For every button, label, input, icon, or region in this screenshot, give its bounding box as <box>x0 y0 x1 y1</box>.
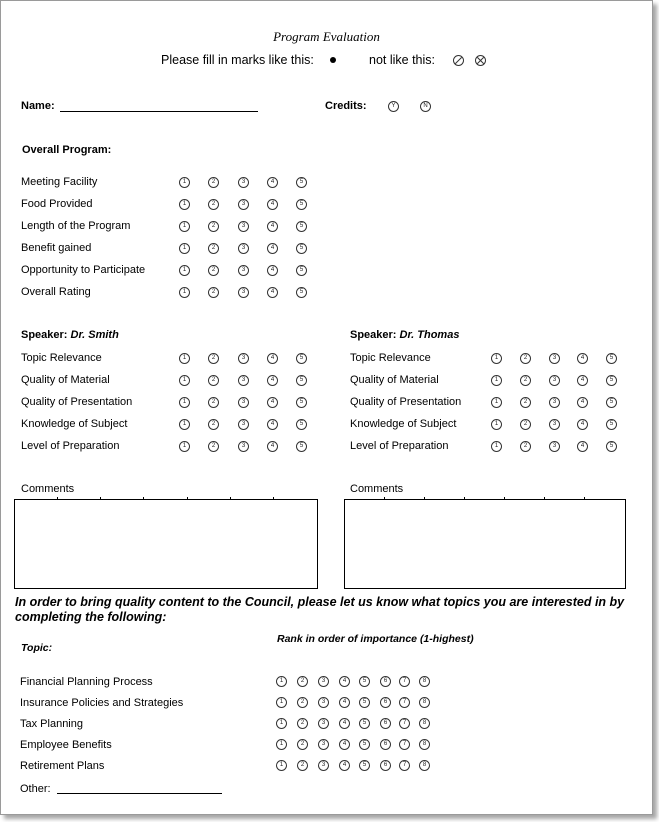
rank-option-2[interactable]: 2 <box>297 718 308 729</box>
rating-option-3[interactable]: 3 <box>238 441 249 452</box>
rating-option-3[interactable]: 3 <box>549 397 560 408</box>
comments-label: Comments <box>21 483 75 495</box>
rating-option-5[interactable]: 5 <box>296 221 307 232</box>
rating-option-5[interactable]: 5 <box>606 419 617 430</box>
speaker-item-label: Knowledge of Subject <box>21 418 128 430</box>
interest-text: In order to bring quality content to the Council, please let us know what topics you are interested in by completing the following: <box>15 595 625 624</box>
rating-option-1[interactable]: 1 <box>179 441 190 452</box>
rank-option-5[interactable]: 5 <box>359 697 370 708</box>
rating-option-3[interactable]: 3 <box>238 199 249 210</box>
comments-ruler-tick <box>504 497 505 500</box>
rank-label: Rank in order of importance (1-highest) <box>277 633 474 645</box>
rating-option-3[interactable]: 3 <box>238 397 249 408</box>
topic-item-label: Tax Planning <box>20 718 83 730</box>
speaker-item-label: Level of Preparation <box>21 440 120 452</box>
rating-option-3[interactable]: 3 <box>238 243 249 254</box>
credit-option-y[interactable]: Y <box>388 101 399 112</box>
topic-item-label: Financial Planning Process <box>20 676 153 688</box>
rating-option-2[interactable]: 2 <box>520 441 531 452</box>
rating-option-3[interactable]: 3 <box>549 353 560 364</box>
rank-option-1[interactable]: 1 <box>276 739 287 750</box>
rating-option-4[interactable]: 4 <box>267 199 278 210</box>
rating-option-5[interactable]: 5 <box>296 177 307 188</box>
comments-ruler-tick <box>230 497 231 500</box>
rating-option-4[interactable]: 4 <box>577 441 588 452</box>
form-title: Program Evaluation <box>273 29 380 44</box>
rating-option-3[interactable]: 3 <box>549 441 560 452</box>
rating-option-1[interactable]: 1 <box>491 375 502 386</box>
rating-option-2[interactable]: 2 <box>208 419 219 430</box>
overall-item-label: Benefit gained <box>21 242 92 254</box>
rating-option-2[interactable]: 2 <box>520 375 531 386</box>
rank-option-6[interactable]: 6 <box>380 739 391 750</box>
comments-ruler-tick <box>384 497 385 500</box>
rank-option-8[interactable]: 8 <box>419 718 430 729</box>
rating-option-2[interactable]: 2 <box>208 353 219 364</box>
comments-ruler-tick <box>100 497 101 500</box>
rank-option-4[interactable]: 4 <box>339 760 350 771</box>
speaker-heading: Speaker: Dr. Thomas <box>350 329 460 341</box>
rank-option-7[interactable]: 7 <box>399 718 410 729</box>
rating-option-5[interactable]: 5 <box>296 375 307 386</box>
comments-box[interactable] <box>344 499 626 589</box>
other-label: Other: <box>20 783 51 795</box>
rating-option-5[interactable]: 5 <box>606 353 617 364</box>
topic-item-label: Retirement Plans <box>20 760 105 772</box>
rating-option-2[interactable]: 2 <box>520 419 531 430</box>
rating-option-4[interactable]: 4 <box>267 419 278 430</box>
speaker-item-label: Level of Preparation <box>350 440 449 452</box>
rating-option-4[interactable]: 4 <box>267 441 278 452</box>
rating-option-3[interactable]: 3 <box>238 375 249 386</box>
rank-option-4[interactable]: 4 <box>339 739 350 750</box>
rank-option-1[interactable]: 1 <box>276 697 287 708</box>
rating-option-2[interactable]: 2 <box>520 397 531 408</box>
rating-option-1[interactable]: 1 <box>491 441 502 452</box>
overall-item-label: Meeting Facility <box>21 176 98 188</box>
rating-option-4[interactable]: 4 <box>577 375 588 386</box>
filled-mark-example-icon <box>330 57 336 63</box>
rating-option-5[interactable]: 5 <box>296 353 307 364</box>
rating-option-4[interactable]: 4 <box>267 243 278 254</box>
rank-option-2[interactable]: 2 <box>297 676 308 687</box>
rating-option-1[interactable]: 1 <box>179 243 190 254</box>
rating-option-5[interactable]: 5 <box>606 375 617 386</box>
rank-option-5[interactable]: 5 <box>359 718 370 729</box>
rank-option-1[interactable]: 1 <box>276 718 287 729</box>
comments-ruler-tick <box>424 497 425 500</box>
rating-option-2[interactable]: 2 <box>208 265 219 276</box>
rank-option-6[interactable]: 6 <box>380 718 391 729</box>
overall-item-label: Overall Rating <box>21 286 91 298</box>
rating-option-3[interactable]: 3 <box>238 419 249 430</box>
rating-option-4[interactable]: 4 <box>267 177 278 188</box>
credit-option-n[interactable]: N <box>420 101 431 112</box>
rank-option-8[interactable]: 8 <box>419 760 430 771</box>
rating-option-5[interactable]: 5 <box>296 243 307 254</box>
speaker-name: Dr. Smith <box>70 329 119 341</box>
rating-option-3[interactable]: 3 <box>238 265 249 276</box>
rank-option-8[interactable]: 8 <box>419 676 430 687</box>
rating-option-1[interactable]: 1 <box>179 221 190 232</box>
rating-option-4[interactable]: 4 <box>267 375 278 386</box>
rating-option-4[interactable]: 4 <box>267 397 278 408</box>
rating-option-4[interactable]: 4 <box>577 397 588 408</box>
fill-instruction: Please fill in marks like this: <box>161 53 314 67</box>
rating-option-2[interactable]: 2 <box>208 221 219 232</box>
rating-option-1[interactable]: 1 <box>179 375 190 386</box>
rating-option-3[interactable]: 3 <box>238 177 249 188</box>
topic-item-label: Insurance Policies and Strategies <box>20 697 184 709</box>
comments-label: Comments <box>350 483 404 495</box>
rank-option-7[interactable]: 7 <box>399 676 410 687</box>
topic-item-label: Employee Benefits <box>20 739 112 751</box>
comments-ruler-tick <box>464 497 465 500</box>
name-field[interactable] <box>60 111 258 112</box>
comments-box[interactable] <box>14 499 318 589</box>
rating-option-5[interactable]: 5 <box>296 441 307 452</box>
rating-option-5[interactable]: 5 <box>606 397 617 408</box>
rating-option-2[interactable]: 2 <box>208 287 219 298</box>
rating-option-3[interactable]: 3 <box>238 353 249 364</box>
speaker-item-label: Quality of Presentation <box>21 396 133 408</box>
rating-option-1[interactable]: 1 <box>179 419 190 430</box>
overall-item-label: Food Provided <box>21 198 93 210</box>
comments-ruler-tick <box>143 497 144 500</box>
rank-option-4[interactable]: 4 <box>339 718 350 729</box>
rating-option-2[interactable]: 2 <box>208 397 219 408</box>
rank-option-3[interactable]: 3 <box>318 676 329 687</box>
rating-option-3[interactable]: 3 <box>549 419 560 430</box>
rank-option-3[interactable]: 3 <box>318 760 329 771</box>
rating-option-4[interactable]: 4 <box>267 265 278 276</box>
other-field[interactable] <box>57 793 222 794</box>
rank-option-2[interactable]: 2 <box>297 760 308 771</box>
rating-option-5[interactable]: 5 <box>296 397 307 408</box>
speaker-item-label: Knowledge of Subject <box>350 418 457 430</box>
rank-option-1[interactable]: 1 <box>276 760 287 771</box>
rank-option-7[interactable]: 7 <box>399 760 410 771</box>
rank-option-6[interactable]: 6 <box>380 697 391 708</box>
comments-ruler-tick <box>544 497 545 500</box>
rating-option-1[interactable]: 1 <box>179 353 190 364</box>
rating-option-2[interactable]: 2 <box>208 375 219 386</box>
rating-option-1[interactable]: 1 <box>491 397 502 408</box>
rank-option-5[interactable]: 5 <box>359 676 370 687</box>
rating-option-1[interactable]: 1 <box>179 199 190 210</box>
rank-option-3[interactable]: 3 <box>318 718 329 729</box>
rank-option-2[interactable]: 2 <box>297 697 308 708</box>
speaker-item-label: Quality of Presentation <box>350 396 462 408</box>
rank-option-1[interactable]: 1 <box>276 676 287 687</box>
comments-ruler-tick <box>187 497 188 500</box>
rating-option-2[interactable]: 2 <box>208 199 219 210</box>
rating-option-2[interactable]: 2 <box>208 441 219 452</box>
speaker-item-label: Topic Relevance <box>21 352 102 364</box>
speaker-item-label: Topic Relevance <box>350 352 431 364</box>
rating-option-4[interactable]: 4 <box>577 353 588 364</box>
crossed-mark-example-icon <box>475 55 486 66</box>
credits-label: Credits: <box>325 100 367 112</box>
rank-option-8[interactable]: 8 <box>419 697 430 708</box>
topic-label: Topic: <box>21 642 53 654</box>
speaker-name: Dr. Thomas <box>399 329 460 341</box>
overall-program-heading: Overall Program: <box>22 144 112 156</box>
rating-option-5[interactable]: 5 <box>606 441 617 452</box>
speaker-item-label: Quality of Material <box>21 374 110 386</box>
comments-ruler-tick <box>273 497 274 500</box>
rating-option-2[interactable]: 2 <box>208 177 219 188</box>
not-like-instruction: not like this: <box>369 53 436 67</box>
rating-option-2[interactable]: 2 <box>208 243 219 254</box>
slashed-mark-example-icon <box>453 55 464 66</box>
rating-option-1[interactable]: 1 <box>491 419 502 430</box>
rank-option-6[interactable]: 6 <box>380 760 391 771</box>
speaker-heading: Speaker: Dr. Smith <box>21 329 119 341</box>
speaker-item-label: Quality of Material <box>350 374 439 386</box>
rank-option-2[interactable]: 2 <box>297 739 308 750</box>
rank-option-7[interactable]: 7 <box>399 739 410 750</box>
rank-option-3[interactable]: 3 <box>318 697 329 708</box>
overall-item-label: Length of the Program <box>21 220 131 232</box>
rank-option-5[interactable]: 5 <box>359 739 370 750</box>
rating-option-4[interactable]: 4 <box>267 221 278 232</box>
rating-option-1[interactable]: 1 <box>491 353 502 364</box>
overall-item-label: Opportunity to Participate <box>21 264 146 276</box>
rank-option-4[interactable]: 4 <box>339 676 350 687</box>
rank-option-8[interactable]: 8 <box>419 739 430 750</box>
rank-option-7[interactable]: 7 <box>399 697 410 708</box>
rating-option-3[interactable]: 3 <box>238 221 249 232</box>
rating-option-3[interactable]: 3 <box>238 287 249 298</box>
rating-option-3[interactable]: 3 <box>549 375 560 386</box>
rank-option-5[interactable]: 5 <box>359 760 370 771</box>
rating-option-4[interactable]: 4 <box>267 287 278 298</box>
rating-option-5[interactable]: 5 <box>296 265 307 276</box>
rating-option-1[interactable]: 1 <box>179 287 190 298</box>
rating-option-1[interactable]: 1 <box>179 177 190 188</box>
rating-option-1[interactable]: 1 <box>179 265 190 276</box>
name-label: Name: <box>21 100 55 112</box>
comments-ruler-tick <box>584 497 585 500</box>
rating-option-4[interactable]: 4 <box>577 419 588 430</box>
rank-option-3[interactable]: 3 <box>318 739 329 750</box>
rating-option-5[interactable]: 5 <box>296 199 307 210</box>
rating-option-5[interactable]: 5 <box>296 419 307 430</box>
rank-option-4[interactable]: 4 <box>339 697 350 708</box>
rating-option-1[interactable]: 1 <box>179 397 190 408</box>
rating-option-4[interactable]: 4 <box>267 353 278 364</box>
rating-option-5[interactable]: 5 <box>296 287 307 298</box>
rating-option-2[interactable]: 2 <box>520 353 531 364</box>
comments-ruler-tick <box>57 497 58 500</box>
rank-option-6[interactable]: 6 <box>380 676 391 687</box>
